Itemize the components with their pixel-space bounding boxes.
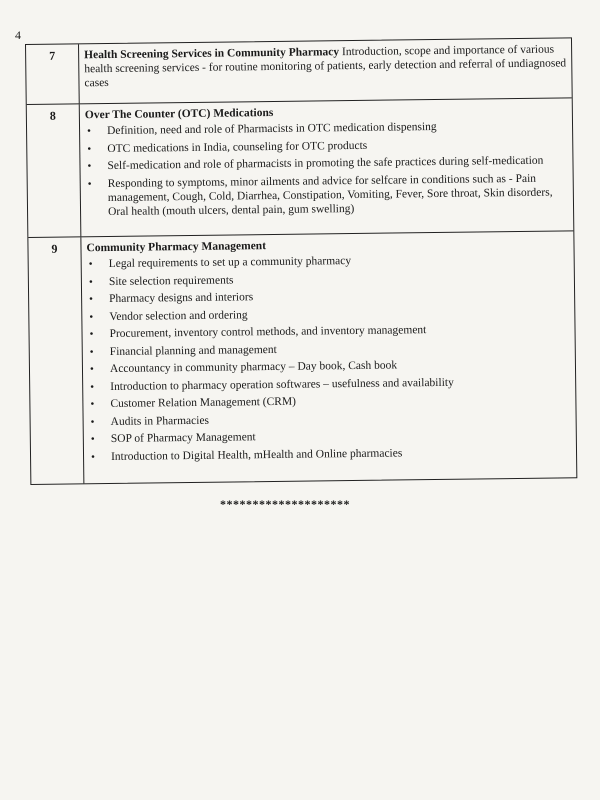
topic-item: • Financial planning and management xyxy=(88,339,571,359)
unit-number: 9 xyxy=(28,237,84,484)
topic-item: • Accountancy in community pharmacy – Day book, Cash book xyxy=(88,356,571,376)
unit-content xyxy=(79,38,572,103)
topic-list xyxy=(87,251,572,463)
topic-item: • SOP of Pharmacy Management xyxy=(89,426,572,446)
topic-item: • OTC medications in India, counseling for OTC products xyxy=(85,136,568,156)
topic-item: • Self-medication and role of pharmacists in promoting the safe practices during self-medication xyxy=(85,153,568,173)
topic-item: • Responding to symptoms, minor ailments and advice for selfcare in conditions such as - Pain management, Cough, Cold, Diarrhea, Constipation, Vomiting, Fever, Sore throat, Skin disorders, Oral health (mouth ulcers, dental pain, gum swelling) xyxy=(86,171,569,219)
topic-item: • Procurement, inventory control methods, and inventory management xyxy=(87,321,570,341)
unit-content xyxy=(80,98,574,236)
unit-paragraph xyxy=(84,42,567,90)
topic-item: • Definition, need and role of Pharmacists in OTC medication dispensing xyxy=(85,118,568,138)
unit-row-7 xyxy=(26,38,572,105)
unit-number: 8 xyxy=(27,104,82,237)
syllabus-table xyxy=(25,37,577,485)
topic-item: • Introduction to Digital Health, mHealth and Online pharmacies xyxy=(89,444,572,464)
unit-row-8 xyxy=(27,98,574,238)
unit-description: Introduction, scope and importance of various health screening services - for routine monitoring of patients, early detection and referral of undiagnosed cases xyxy=(84,43,567,90)
unit-row-9 xyxy=(28,231,576,484)
topic-list xyxy=(85,118,569,218)
topic-item: • Vendor selection and ordering xyxy=(87,304,570,324)
end-separator: ******************** xyxy=(220,497,350,511)
topic-item: • Audits in Pharmacies xyxy=(89,409,572,429)
unit-title: Health Screening Services in Community Pharmacy xyxy=(84,46,340,62)
topic-item: • Introduction to pharmacy operation softwares – usefulness and availability xyxy=(88,374,571,394)
topic-item: • Customer Relation Management (CRM) xyxy=(88,391,571,411)
topic-item: • Site selection requirements xyxy=(87,269,570,289)
unit-number: 7 xyxy=(26,44,80,104)
unit-title: Community Pharmacy Management xyxy=(86,240,267,255)
unit-content xyxy=(81,231,576,483)
page-number: 4 xyxy=(15,28,21,42)
unit-title: Over The Counter (OTC) Medications xyxy=(84,106,274,122)
topic-item: • Pharmacy designs and interiors xyxy=(87,286,570,306)
topic-item: • Legal requirements to set up a community pharmacy xyxy=(87,251,570,271)
